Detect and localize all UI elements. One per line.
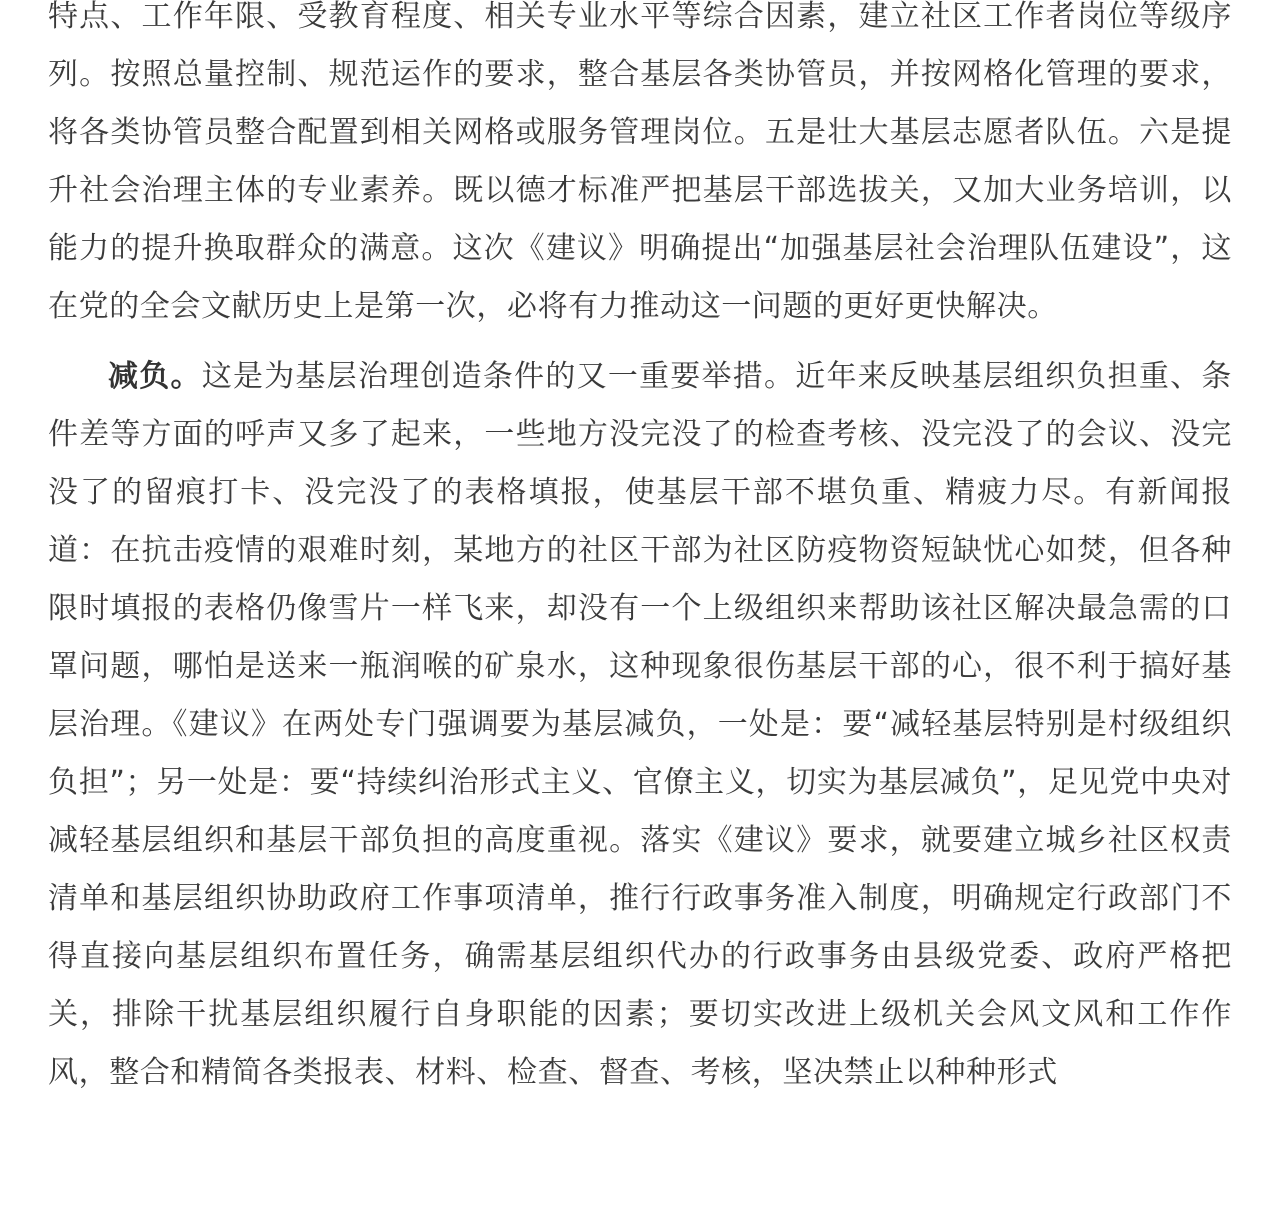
paragraph-burden-reduction bbox=[48, 348, 1232, 1102]
paragraph-team-building bbox=[48, 0, 1232, 336]
paragraph-text: 特点、工作年限、受教育程度、相关专业水平等综合因素，建立社区工作者岗位等级序列。按照总量控制、规范运作的要求，整合基层各类协管员，并按网格化管理的要求，将各类协管员整合配置到相关网格或服务管理岗位。五是壮大基层志愿者队伍。六是提升社会治理主体的专业素养。既以德才标准严把基层干部选拔关，又加大业务培训，以能力的提升换取群众的满意。这次《建议》明确提出“加强基层社会治理队伍建设”，这在党的全会文献历史上是第一次，必将有力推动这一问题的更好更快解决。 bbox=[48, 0, 1232, 324]
paragraph-text: 这是为基层治理创造条件的又一重要举措。近年来反映基层组织负担重、条件差等方面的呼声又多了起来，一些地方没完没了的检查考核、没完没了的会议、没完没了的留痕打卡、没完没了的表格填报，使基层干部不堪负重、精疲力尽。有新闻报道：在抗击疫情的艰难时刻，某地方的社区干部为社区防疫物资短缺忧心如焚，但各种限时填报的表格仍像雪片一样飞来，却没有一个上级组织来帮助该社区解决最急需的口罩问题，哪怕是送来一瓶润喉的矿泉水，这种现象很伤基层干部的心，很不利于搞好基层治理。《建议》在两处专门强调要为基层减负，一处是：要“减轻基层特别是村级组织负担”；另一处是：要“持续纠治形式主义、官僚主义，切实为基层减负”，足见党中央对减轻基层组织和基层干部负担的高度重视。落实《建议》要求，就要建立城乡社区权责清单和基层组织协助政府工作事项清单，推行行政事务准入制度，明确规定行政部门不得直接向基层组织布置任务，确需基层组织代办的行政事务由县级党委、政府严格把关，排除干扰基层组织履行自身职能的因素；要切实改进上级机关会风文风和工作作风，整合和精简各类报表、材料、检查、督查、考核，坚决禁止以种种形式 bbox=[48, 359, 1232, 1090]
article-body bbox=[48, 0, 1232, 1102]
paragraph-lead-heading: 减负。 bbox=[108, 359, 202, 394]
